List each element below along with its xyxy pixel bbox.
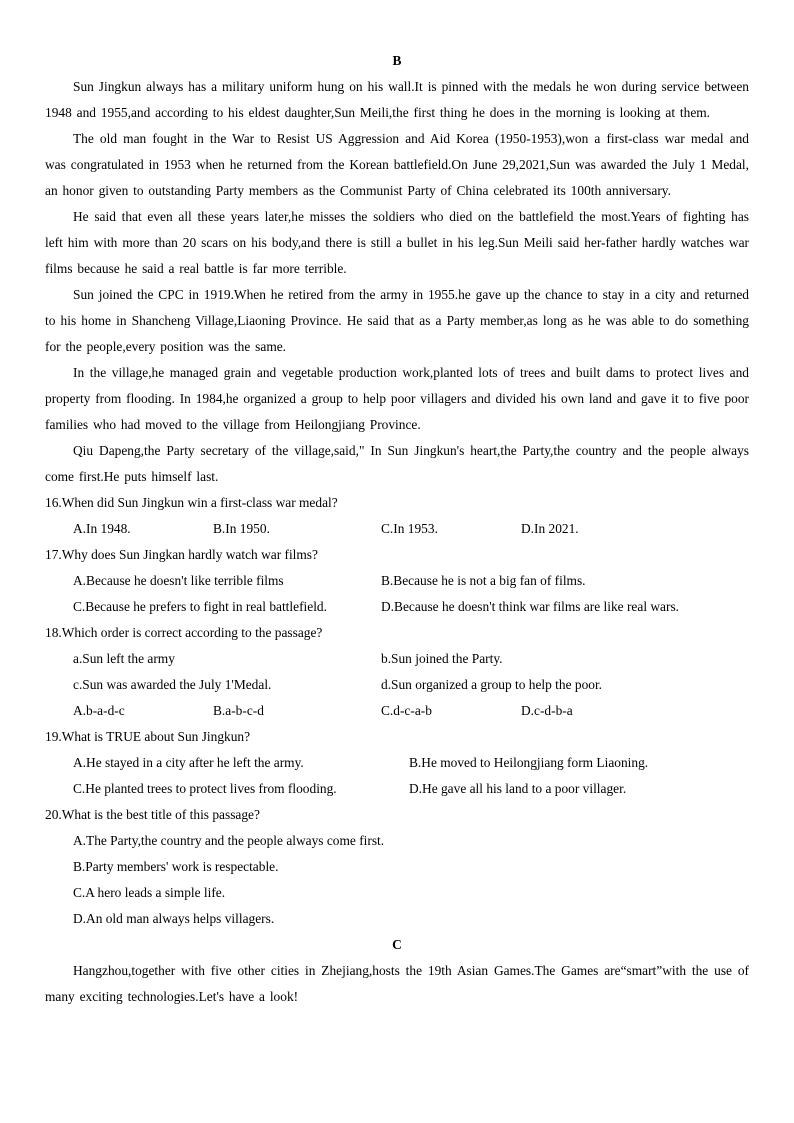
- question-20-option-a: A.The Party,the country and the people always come first.: [73, 833, 385, 848]
- question-20-option-a-row: [45, 828, 749, 854]
- document-page: [45, 48, 749, 1010]
- question-20-option-c: C.A hero leads a simple life.: [73, 885, 226, 900]
- question-20-option-b: B.Party members' work is respectable.: [73, 859, 279, 874]
- question-18-option-c: C.d-c-a-b: [381, 703, 432, 718]
- question-17-option-b: B.Because he is not a big fan of films.: [381, 573, 586, 588]
- question-20-option-d: D.An old man always helps villagers.: [73, 911, 275, 926]
- question-18-options: [45, 698, 749, 724]
- question-17-options-row-1: [45, 568, 749, 594]
- passage-b-paragraph-3: He said that even all these years later,he misses the soldiers who died on the battlefield the most.Years of fighting has left him with more than 20 scars on his body,and there is still a bullet in his leg.Sun Meili said her-father hardly watches war films because he said a real battle is far more terrible.: [45, 209, 749, 276]
- question-16-option-c: C.In 1953.: [381, 521, 438, 536]
- question-19-options-row-2: [45, 776, 749, 802]
- question-19-option-b: B.He moved to Heilongjiang form Liaoning.: [409, 755, 649, 770]
- question-18-option-a: A.b-a-d-c: [73, 703, 125, 718]
- passage-b-paragraph-6: Qiu Dapeng,the Party secretary of the village,said," In Sun Jingkun's heart,the Party,the country and the people always come first.He puts himself last.: [45, 443, 749, 484]
- question-17-options-row-2: [45, 594, 749, 620]
- question-20-stem: 20.What is the best title of this passage?: [45, 807, 260, 822]
- question-19-options-row-1: [45, 750, 749, 776]
- question-18-statement-d: d.Sun organized a group to help the poor.: [381, 677, 603, 692]
- question-18-option-d: D.c-d-b-a: [521, 703, 573, 718]
- question-17-stem: 17.Why does Sun Jingkan hardly watch war films?: [45, 547, 318, 562]
- passage-b-paragraph-5: In the village,he managed grain and vegetable production work,planted lots of trees and built dams to protect lives and property from flooding. In 1984,he organized a group to help poor villagers and divided his own land and gave it to five poor families who had moved to the village from Heilongjiang Province.: [45, 365, 749, 432]
- question-18-statements-row-1: [45, 646, 749, 672]
- passage-b-paragraph-1: Sun Jingkun always has a military uniform hung on his wall.It is pinned with the medals he won during service between 1948 and 1955,and according to his eldest daughter,Sun Meili,the first thing he does in the morning is looking at them.: [45, 79, 749, 120]
- question-18-statement-b: b.Sun joined the Party.: [381, 651, 503, 666]
- question-16-option-d: D.In 2021.: [521, 521, 579, 536]
- question-20-option-d-row: [45, 906, 749, 932]
- passage-b-paragraph-2: The old man fought in the War to Resist US Aggression and Aid Korea (1950-1953),won a first-class war medal and was congratulated in 1953 when he returned from the Korean battlefield.On June 29,2021,Sun was awarded the July 1 Medal, an honor given to outstanding Party members as the Communist Party of China celebrated its 100th anniversary.: [45, 131, 749, 198]
- question-16-stem: 16.When did Sun Jingkun win a first-class war medal?: [45, 495, 338, 510]
- question-19-option-c: C.He planted trees to protect lives from flooding.: [73, 781, 337, 796]
- question-16-option-b: B.In 1950.: [213, 521, 270, 536]
- section-b-title: B: [392, 53, 402, 68]
- question-18-stem: 18.Which order is correct according to the passage?: [45, 625, 323, 640]
- passage-c-paragraph-1: Hangzhou,together with five other cities in Zhejiang,hosts the 19th Asian Games.The Games are“smart”with the use of many exciting technologies.Let's have a look!: [45, 963, 749, 1004]
- question-18-option-b: B.a-b-c-d: [213, 703, 264, 718]
- question-19-option-d: D.He gave all his land to a poor villager.: [409, 781, 627, 796]
- question-18-statement-a: a.Sun left the army: [73, 651, 175, 666]
- question-18-statements-row-2: [45, 672, 749, 698]
- question-18-statement-c: c.Sun was awarded the July 1'Medal.: [73, 677, 272, 692]
- question-19-stem: 19.What is TRUE about Sun Jingkun?: [45, 729, 251, 744]
- section-c-title: C: [392, 937, 402, 952]
- passage-b-paragraph-4: Sun joined the CPC in 1919.When he retired from the army in 1955.he gave up the chance to stay in a city and returned to his home in Shancheng Village,Liaoning Province. He said that as a Party member,as long as he was able to do something for the people,every position was the same.: [45, 287, 749, 354]
- question-17-option-d: D.Because he doesn't think war films are like real wars.: [381, 599, 680, 614]
- question-16-option-a: A.In 1948.: [73, 521, 131, 536]
- question-17-option-a: A.Because he doesn't like terrible films: [73, 573, 284, 588]
- question-16-options: [45, 516, 749, 542]
- question-20-option-c-row: [45, 880, 749, 906]
- question-19-option-a: A.He stayed in a city after he left the army.: [73, 755, 304, 770]
- question-20-option-b-row: [45, 854, 749, 880]
- question-17-option-c: C.Because he prefers to fight in real battlefield.: [73, 599, 327, 614]
